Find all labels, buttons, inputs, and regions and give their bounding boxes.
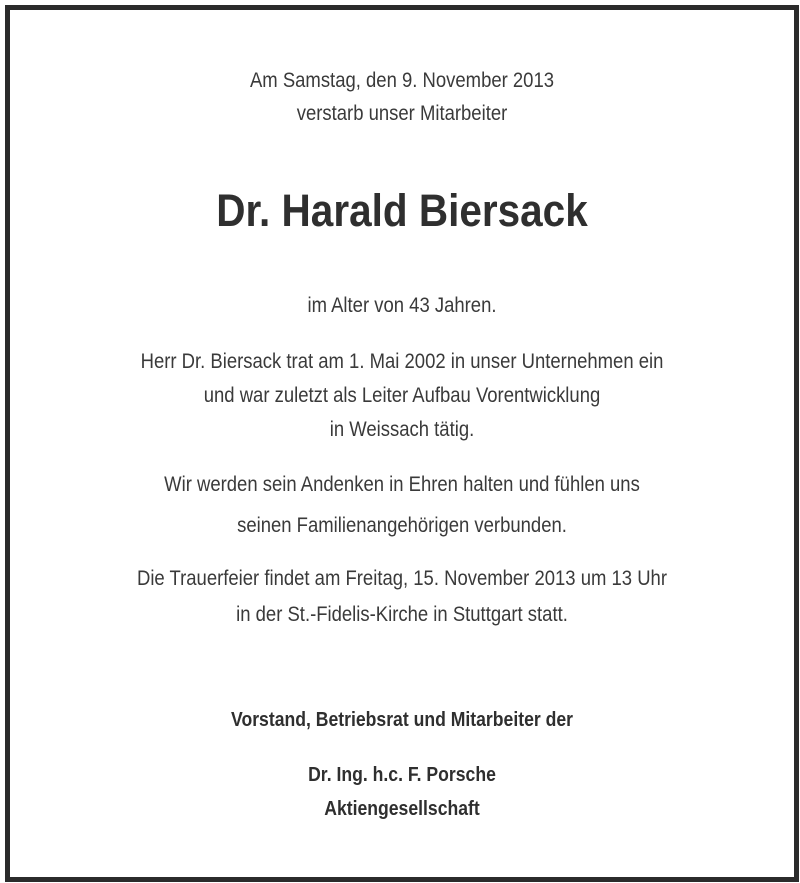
deceased-name: Dr. Harald Biersack [216,185,588,236]
signature-from: Vorstand, Betriebsrat und Mitarbeiter der [231,709,573,731]
funeral-line-2: in der St.-Fidelis-Kirche in Stuttgart statt. [236,603,568,626]
age-line: im Alter von 43 Jahren. [307,294,497,317]
intro-line-date: Am Samstag, den 9. November 2013 [249,69,555,92]
career-line-1: Herr Dr. Biersack trat am 1. Mai 2002 in unser Unternehmen ein [140,350,664,373]
company-name-line-2: Aktiengesellschaft [324,798,480,820]
intro-line-deceased: verstarb unser Mitarbeiter [296,102,508,125]
career-line-3: in Weissach tätig. [329,418,475,441]
company-name-line-1: Dr. Ing. h.c. F. Porsche [308,764,496,786]
remembrance-line-2: seinen Familienangehörigen verbunden. [237,514,567,537]
funeral-line-1: Die Trauerfeier findet am Freitag, 15. November 2013 um 13 Uhr [136,567,668,590]
obituary-content [10,10,794,877]
career-line-2: und war zuletzt als Leiter Aufbau Vorentwicklung [203,384,601,407]
obituary-frame [5,5,799,882]
remembrance-line-1: Wir werden sein Andenken in Ehren halten und fühlen uns [164,473,640,496]
